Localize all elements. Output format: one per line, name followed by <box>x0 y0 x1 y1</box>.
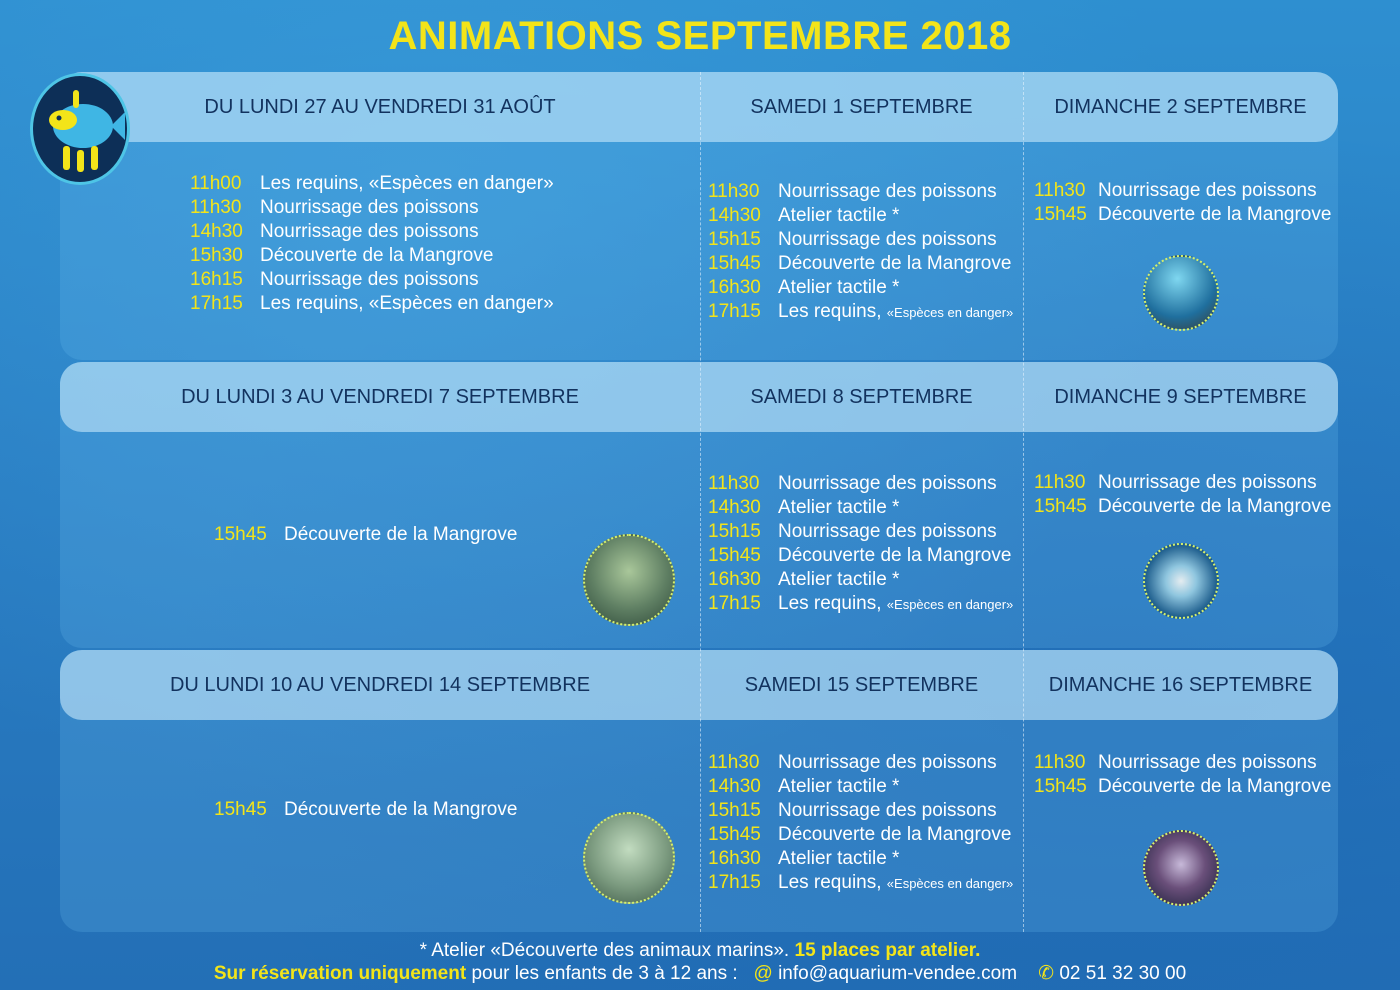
header-sunday-2: DIMANCHE 9 SEPTEMBRE <box>1054 385 1307 408</box>
schedule-item: 16h30 Atelier tactile * <box>708 848 900 869</box>
schedule-item: 15h15 Nourrissage des poissons <box>708 229 997 250</box>
schedule-item: 11h30 Nourrissage des poissons <box>708 473 997 494</box>
header-saturday-3: SAMEDI 15 SEPTEMBRE <box>744 673 979 696</box>
schedule-item: 11h30 Nourrissage des poissons <box>1034 752 1317 773</box>
phone-icon: ✆ <box>1038 963 1055 984</box>
schedule-item: 17h15 Les requins, «Espèces en danger» <box>708 593 1014 614</box>
divider-weekday-saturday <box>700 72 701 932</box>
schedule-item: 16h30 Atelier tactile * <box>708 569 900 590</box>
footer-note: * Atelier «Découverte des animaux marins». 15 places par atelier. <box>419 940 981 961</box>
email-icon: @ <box>753 963 773 984</box>
schedule-sunday-3 <box>1034 751 1331 799</box>
schedule-item: 16h15 Nourrissage des poissons <box>190 269 479 290</box>
schedule-saturday-1 <box>708 180 1013 325</box>
schedule-item: 11h30 Nourrissage des poissons <box>1034 472 1317 493</box>
schedule-weekdays-3 <box>214 798 517 822</box>
schedule-item: 15h30 Découverte de la Mangrove <box>190 245 494 266</box>
aquarium-logo <box>30 73 130 185</box>
schedule-saturday-3 <box>708 751 1013 896</box>
header-weekdays-2: DU LUNDI 3 AU VENDREDI 7 SEPTEMBRE <box>181 385 579 408</box>
schedule-item: 15h45 Découverte de la Mangrove <box>214 799 518 820</box>
schedule-item: 15h45 Découverte de la Mangrove <box>708 253 1012 274</box>
header-saturday-1: SAMEDI 1 SEPTEMBRE <box>750 95 973 118</box>
schedule-item: 15h45 Découverte de la Mangrove <box>1034 204 1332 225</box>
email-link[interactable]: info@aquarium-vendee.com <box>778 963 1018 984</box>
schedule-item: 11h30 Nourrissage des poissons <box>708 752 997 773</box>
fish-school-photo-2 <box>583 812 675 904</box>
schedule-item: 15h45 Découverte de la Mangrove <box>708 824 1012 845</box>
page-title: ANIMATIONS SEPTEMBRE 2018 <box>388 14 1012 58</box>
schedule-sunday-2 <box>1034 471 1331 519</box>
schedule-item: 11h00 Les requins, «Espèces en danger» <box>190 173 554 194</box>
schedule-weekdays-2 <box>214 523 517 547</box>
reef-photo <box>1143 255 1219 331</box>
schedule-item: 17h15 Les requins, «Espèces en danger» <box>708 872 1014 893</box>
schedule-item: 17h15 Les requins, «Espèces en danger» <box>190 293 554 314</box>
header-sunday-3: DIMANCHE 16 SEPTEMBRE <box>1048 673 1313 696</box>
divider-saturday-sunday <box>1023 72 1024 932</box>
tang-fish-photo <box>1143 543 1219 619</box>
schedule-item: 14h30 Atelier tactile * <box>708 497 900 518</box>
schedule-item: 16h30 Atelier tactile * <box>708 277 900 298</box>
schedule-item: 14h30 Nourrissage des poissons <box>190 221 479 242</box>
schedule-sunday-1 <box>1034 179 1331 227</box>
schedule-item: 15h45 Découverte de la Mangrove <box>1034 496 1332 517</box>
header-saturday-2: SAMEDI 8 SEPTEMBRE <box>750 385 973 408</box>
schedule-weekdays-1 <box>190 172 554 316</box>
schedule-item: 14h30 Atelier tactile * <box>708 205 900 226</box>
header-sunday-1: DIMANCHE 2 SEPTEMBRE <box>1054 95 1307 118</box>
scorpionfish-photo <box>1143 830 1219 906</box>
schedule-item: 15h15 Nourrissage des poissons <box>708 800 997 821</box>
footer-contact: Sur réservation uniquement pour les enfants de 3 à 12 ans : @ info@aquarium-vendee.com ✆ 02 51 32 30 00 <box>213 963 1187 984</box>
schedule-item: 11h30 Nourrissage des poissons <box>190 197 479 218</box>
schedule-saturday-2 <box>708 472 1013 617</box>
schedule-item: 15h45 Découverte de la Mangrove <box>708 545 1012 566</box>
header-weekdays-3: DU LUNDI 10 AU VENDREDI 14 SEPTEMBRE <box>169 673 591 696</box>
phone-link[interactable]: 02 51 32 30 00 <box>1059 963 1187 984</box>
schedule-item: 11h30 Nourrissage des poissons <box>708 181 997 202</box>
schedule-item: 11h30 Nourrissage des poissons <box>1034 180 1317 201</box>
schedule-item: 14h30 Atelier tactile * <box>708 776 900 797</box>
schedule-item: 15h15 Nourrissage des poissons <box>708 521 997 542</box>
header-weekdays-1: DU LUNDI 27 AU VENDREDI 31 AOÛT <box>204 95 556 118</box>
fish-logo-icon <box>33 76 127 182</box>
fish-school-photo <box>583 534 675 626</box>
schedule-item: 17h15 Les requins, «Espèces en danger» <box>708 301 1014 322</box>
schedule-item: 15h45 Découverte de la Mangrove <box>214 524 518 545</box>
schedule-item: 15h45 Découverte de la Mangrove <box>1034 776 1332 797</box>
